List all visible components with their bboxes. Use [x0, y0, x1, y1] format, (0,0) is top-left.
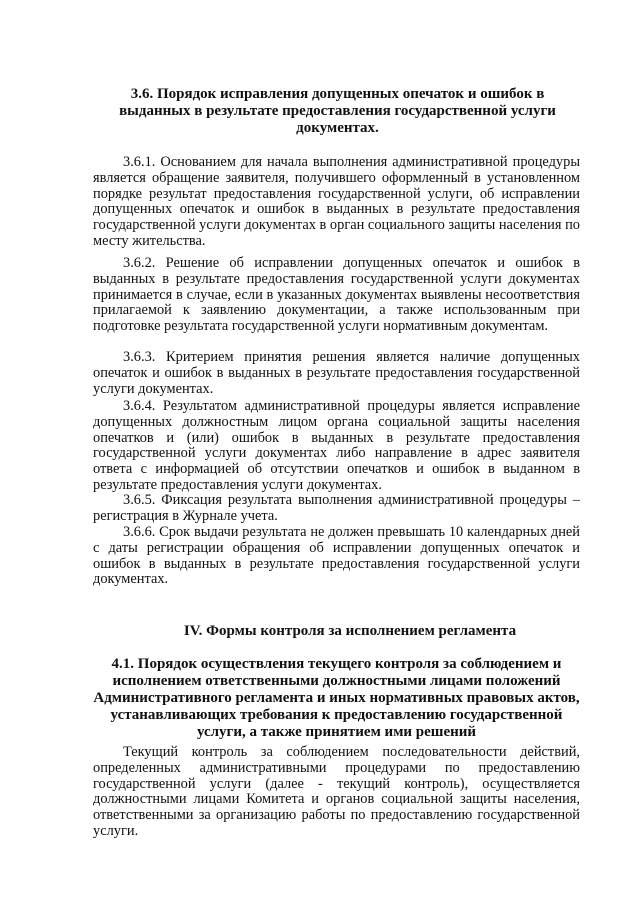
paragraph-4-1: Текущий контроль за соблюдением последовательности действий, определенных административными процедурами по предоставлению государственной услуги (далее - текущий контроль), осуществляется должностными лицами Комитета и органов социальной защиты населения, ответственными за организацию работы по предоставлению государственной услуги. [93, 744, 580, 839]
paragraph-3-6-1: 3.6.1. Основанием для начала выполнения административной процедуры является обращение заявителя, получившего оформленный в установленном порядке результат предоставления государственной услуги, об исправлении допущенных опечаток и ошибок в выданных в результате предоставления государственной услуги документах в орган социального защиты населения по месту жительства. [93, 154, 580, 249]
section-4-1-heading: 4.1. Порядок осуществления текущего контроля за соблюдением и исполнением ответственными должностными лицами положений Административного регламента и иных нормативных правовых актов, устанавливающих требования к предоставлению государственной услуги, а также принятием ими решений [93, 656, 580, 740]
paragraph-3-6-4: 3.6.4. Результатом административной процедуры является исправление допущенных должностным лицом органа социальной защиты населения опечатков и (или) ошибок в выданных в результате предоставления государственной услуги документах либо направление в адрес заявителя ответа с информацией об отсутствии опечатков и ошибок в выданном в результате предоставления услуги документах. [93, 398, 580, 493]
paragraph-3-6-5: 3.6.5. Фиксация результата выполнения административной процедуры – регистрация в Журнале учета. [93, 492, 580, 524]
section-iv-heading: IV. Формы контроля за исполнением регламента [183, 623, 517, 639]
paragraph-3-6-3: 3.6.3. Критерием принятия решения является наличие допущенных опечаток и ошибок в выданных в результате предоставления государственной услуги документах. [93, 349, 580, 397]
section-3-6-heading: 3.6. Порядок исправления допущенных опечаток и ошибок в выданных в результате предоставления государственной услуги документах. [119, 86, 556, 136]
paragraph-3-6-2: 3.6.2. Решение об исправлении допущенных опечаток и ошибок в выданных в результате предоставления государственной услуги документах принимается в случае, если в указанных документах выявлены несоответствия прилагаемой к заявлению документации, а также использованным при подготовке результата государственной услуги нормативным документам. [93, 255, 580, 335]
paragraph-3-6-6: 3.6.6. Срок выдачи результата не должен превышать 10 календарных дней с даты регистрации обращения об исправлении допущенных опечаток и ошибок в выданных в результате предоставления государственной услуги документах. [93, 524, 580, 588]
